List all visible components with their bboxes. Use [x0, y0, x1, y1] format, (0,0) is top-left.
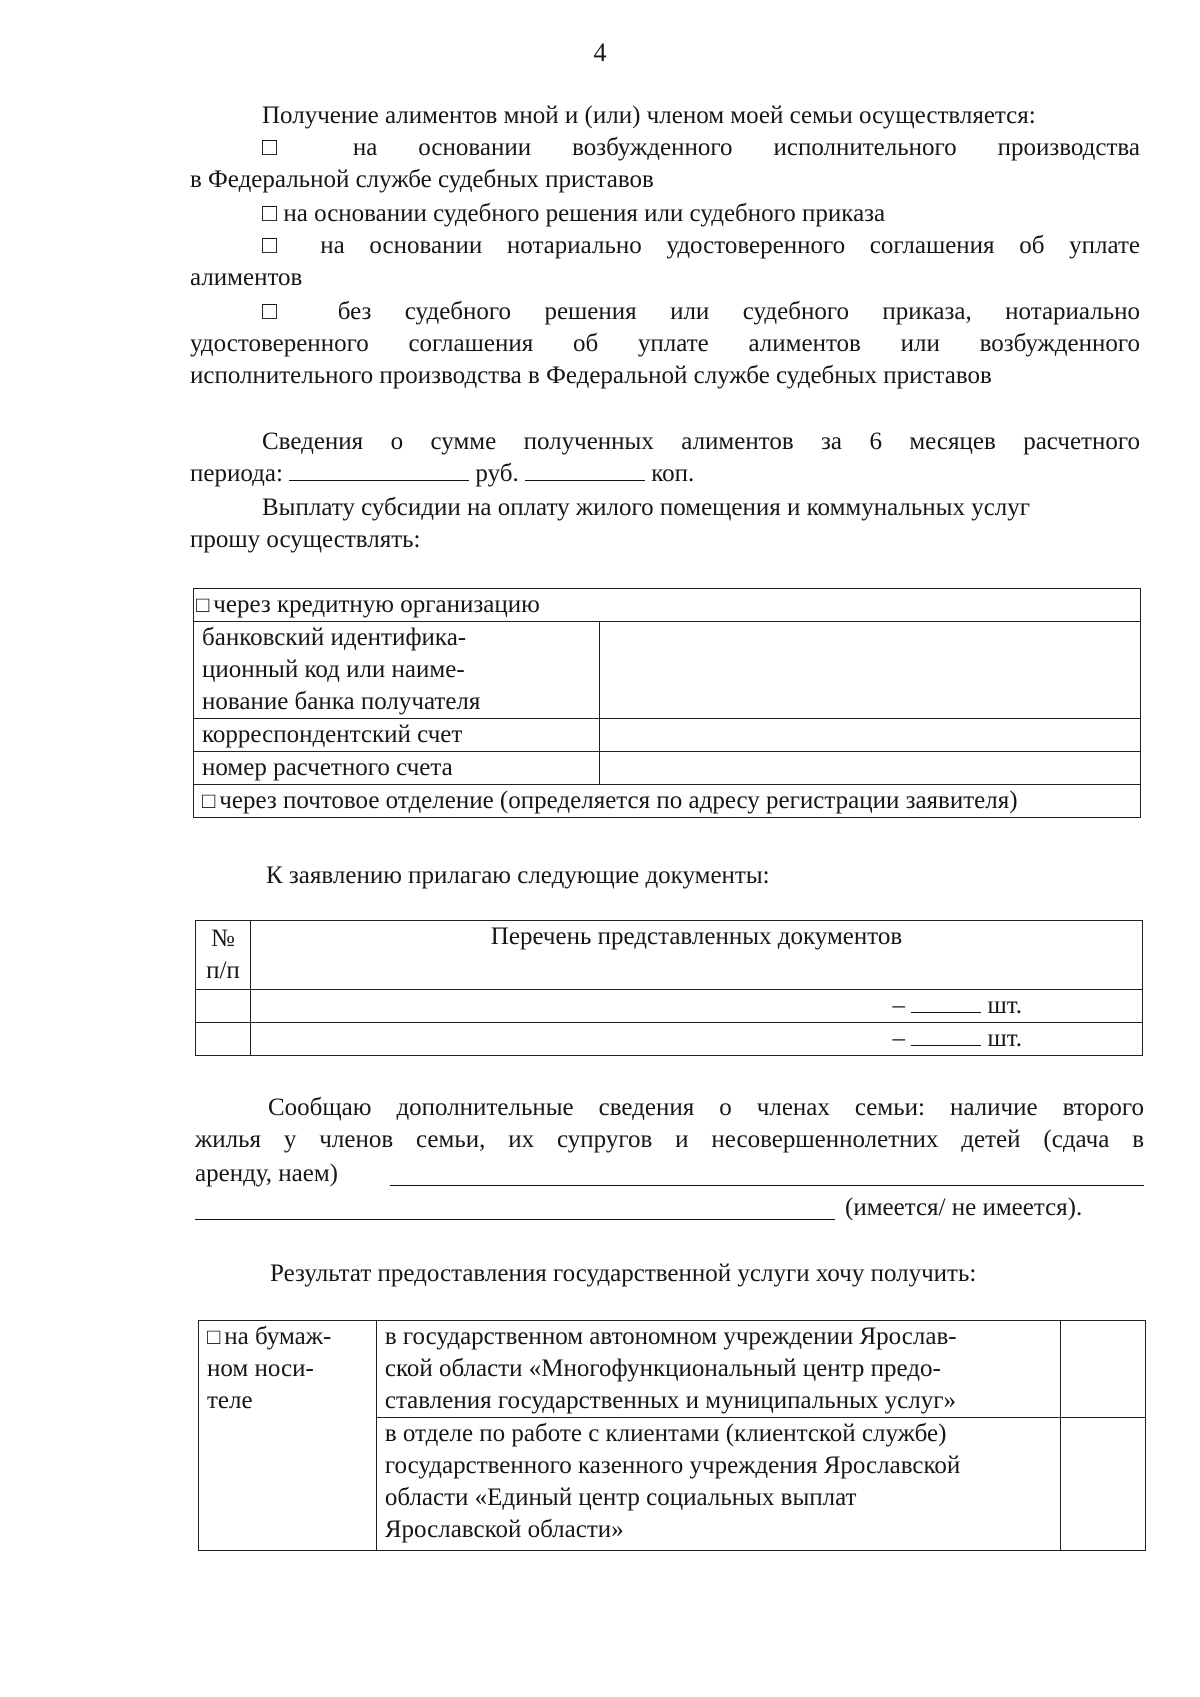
alimony-option-none-cont: удостоверенного соглашения об уплате алиментов или возбужденного	[190, 330, 1140, 357]
doc-number-cell[interactable]	[196, 990, 251, 1023]
family-text: Сообщаю дополнительные сведения о членах семьи: наличие второго	[268, 1094, 1144, 1121]
corr-account-label: корреспондентский счет	[194, 719, 600, 752]
alimony-option-notary-cont: алиментов	[190, 264, 303, 291]
table-row	[196, 990, 1143, 1023]
doc-count-field[interactable]	[911, 1025, 981, 1046]
mfc-select-cell[interactable]	[1061, 1321, 1146, 1418]
account-number-label: номер расчетного счета	[194, 752, 600, 785]
doc-unit: шт.	[987, 992, 1022, 1019]
doc-count-field[interactable]	[911, 992, 981, 1013]
post-option-checkbox[interactable]: □	[202, 788, 216, 813]
alimony-option-none-cont2: исполнительного производства в Федеральной службе судебных приставов	[190, 362, 992, 389]
payment-text: Выплату субсидии на оплату жилого помещения и коммунальных услуг	[262, 494, 1031, 521]
bank-code-label: банковский идентифика- ционный код или наиме- нование банка получателя	[194, 622, 600, 719]
doc-number-cell[interactable]	[196, 1023, 251, 1056]
family-field-1[interactable]	[390, 1185, 1144, 1186]
period-label: периода:	[190, 460, 283, 487]
doc-entry-cell[interactable]	[250, 1023, 1142, 1056]
payment-table	[193, 588, 1141, 818]
table-row	[199, 1321, 1146, 1418]
table-row	[194, 752, 1141, 785]
alimony-option-none[interactable]: □ без судебного решения или судебного приказа, нотариально	[262, 298, 1140, 325]
post-option-label: через почтовое отделение (определяется по адресу регистрации заявителя)	[219, 787, 1018, 814]
result-table	[198, 1320, 1146, 1551]
paper-cell[interactable]: □ на бумаж- ном носи- теле	[199, 1321, 377, 1551]
alimony-option-fssp-cont: в Федеральной службе судебных приставов	[190, 166, 654, 193]
table-row	[194, 622, 1141, 719]
paper-checkbox[interactable]: □	[207, 1324, 221, 1349]
rub-label: руб.	[475, 460, 519, 487]
alimony-sum-text: Сведения о сумме полученных алиментов за 6 месяцев расчетного	[262, 428, 1140, 455]
ecsv-select-cell[interactable]	[1061, 1418, 1146, 1551]
doc-dash: –	[892, 1025, 905, 1052]
doc-list-header: Перечень представленных документов	[250, 921, 1142, 990]
documents-intro: К заявлению прилагаю следующие документы:	[266, 862, 770, 889]
alimony-option-notary[interactable]: □ на основании нотариально удостоверенного соглашения об уплате	[262, 232, 1140, 259]
table-row	[196, 1023, 1143, 1056]
post-option-cell[interactable]	[194, 785, 1141, 818]
kop-field[interactable]	[525, 458, 645, 481]
corr-account-field[interactable]	[599, 719, 1140, 752]
alimony-option-fssp[interactable]: □ на основании возбужденного исполнительного производства	[262, 134, 1140, 161]
payment-text-cont: прошу осуществлять:	[190, 526, 421, 553]
page-number: 4	[593, 38, 607, 67]
ecsv-option: в отделе по работе с клиентами (клиентской службе) государственного казенного учреждения Ярославской области «Единый центр социальных выплат Ярославской области»	[376, 1418, 1060, 1551]
bank-code-field[interactable]	[599, 622, 1140, 719]
bank-option-cell[interactable]	[194, 589, 1141, 622]
family-field-2[interactable]	[195, 1219, 835, 1220]
result-intro: Результат предоставления государственной услуги хочу получить:	[270, 1260, 977, 1287]
doc-unit: шт.	[987, 1025, 1022, 1052]
alimony-option-court[interactable]: □ на основании судебного решения или судебного приказа	[262, 200, 886, 227]
table-row	[194, 589, 1141, 622]
alimony-sum-line	[190, 458, 694, 490]
alimony-heading: Получение алиментов мной и (или) членом моей семьи осуществляется:	[262, 102, 1036, 129]
table-row	[196, 921, 1143, 990]
mfc-option: в государственном автономном учреждении Ярослав- ской области «Многофункциональный центр предо- ставления государственных и муниципальных услуг»	[376, 1321, 1060, 1418]
bank-option-checkbox[interactable]: □	[196, 592, 210, 617]
family-suffix: (имеется/ не имеется).	[845, 1194, 1083, 1221]
bank-option-label: через кредитную организацию	[213, 591, 540, 618]
rub-field[interactable]	[289, 458, 469, 481]
kop-label: коп.	[651, 460, 695, 487]
family-text-cont: жилья у членов семьи, их супругов и несовершеннолетних детей (сдача в	[195, 1126, 1144, 1153]
table-row	[194, 719, 1141, 752]
documents-table	[195, 920, 1143, 1056]
doc-entry-cell[interactable]	[250, 990, 1142, 1023]
family-text-cont2: аренду, наем)	[195, 1160, 339, 1187]
account-number-field[interactable]	[599, 752, 1140, 785]
doc-dash: –	[892, 992, 905, 1019]
doc-number-header: № п/п	[196, 921, 251, 990]
table-row	[194, 785, 1141, 818]
